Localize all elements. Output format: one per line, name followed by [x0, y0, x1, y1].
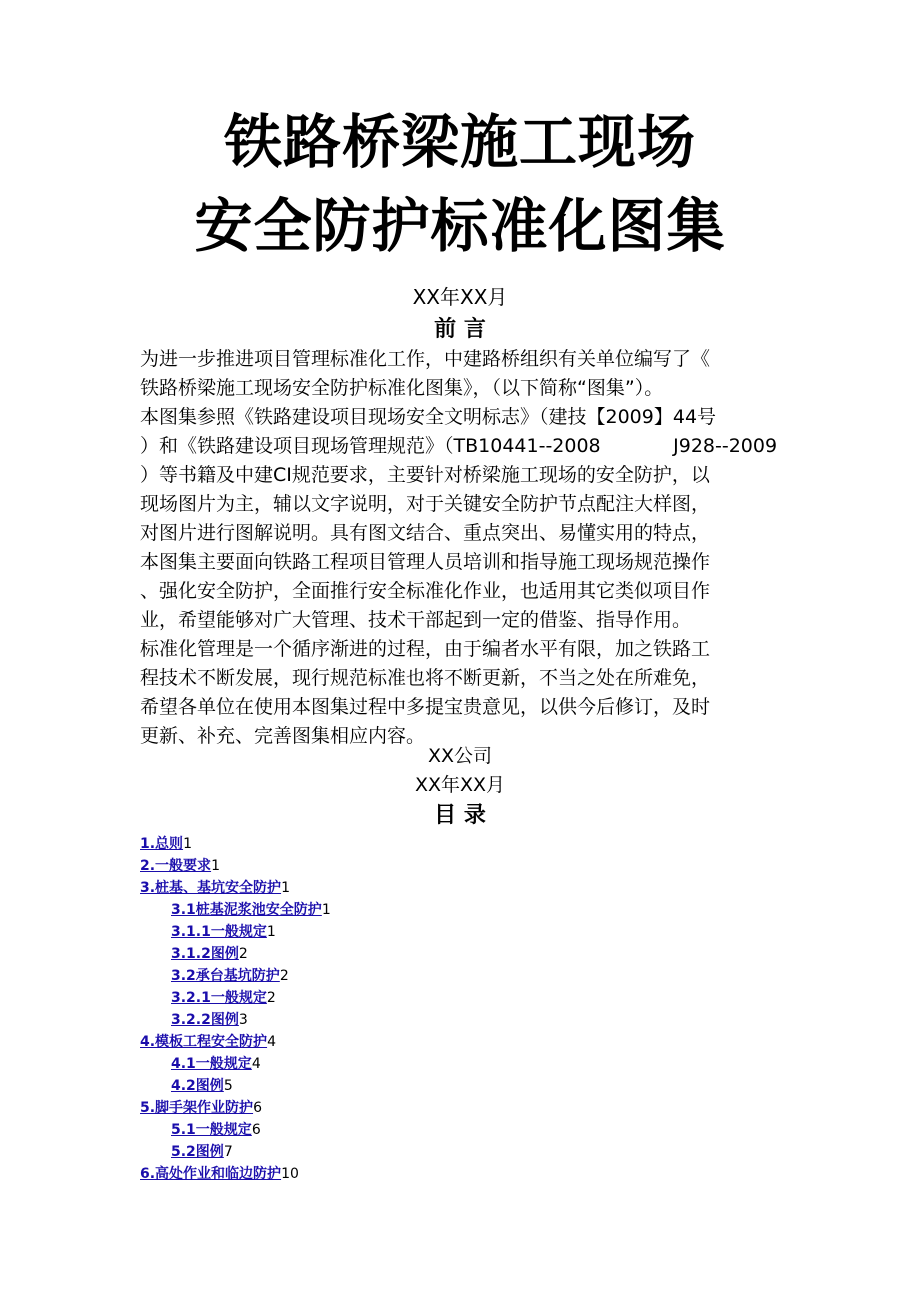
toc-page-number: 5 [223, 1078, 233, 1094]
toc-link[interactable]: 3.2.1一般规定 [171, 990, 267, 1006]
toc-page-number: 6 [253, 1100, 262, 1116]
toc-page-number: 4 [267, 1034, 276, 1050]
toc-page-number: 6 [251, 1122, 261, 1138]
toc-item-4-2 [140, 1075, 780, 1097]
toc-item-6 [140, 1163, 780, 1185]
preface-line: ）等书籍及中建CI规范要求，主要针对桥梁施工现场的安全防护，以 [140, 464, 710, 486]
toc-link[interactable]: 5.1一般规定 [171, 1122, 252, 1138]
title-date: XX年XX月 [412, 285, 508, 309]
toc-item-5 [140, 1097, 780, 1119]
preface-line: 对图片进行图解说明。具有图文结合、重点突出、易懂实用的特点， [140, 522, 711, 544]
toc-link[interactable]: 4.2图例 [171, 1078, 224, 1094]
toc-link[interactable]: 3.桩基、基坑安全防护 [140, 880, 282, 896]
preface-line: 为进一步推进项目管理标准化工作，中建路桥组织有关单位编写了《 [140, 348, 711, 370]
toc-page-number: 4 [251, 1056, 261, 1072]
preface-line: 业，希望能够对广大管理、技术干部起到一定的借鉴、指导作用。 [140, 609, 692, 631]
preface-line: ）和《铁路建设项目现场管理规范》（TB10441--2008 J928--2009 [140, 435, 778, 457]
preface-line: 、强化安全防护，全面推行安全标准化作业，也适用其它类似项目作 [140, 580, 711, 602]
toc-item-2 [140, 855, 780, 877]
toc-item-3-2-1 [140, 987, 780, 1009]
toc-link[interactable]: 3.1.1一般规定 [171, 924, 267, 940]
title-line-1: 铁路桥梁施工现场 [223, 108, 696, 176]
preface-line: 本图集参照《铁路建设项目现场安全文明标志》（建技【2009】44号 [140, 406, 717, 428]
toc-page-number: 1 [281, 880, 290, 896]
toc-page-number: 2 [266, 990, 276, 1006]
toc-page-number: 7 [223, 1144, 233, 1160]
preface-line: 铁路桥梁施工现场安全防护标准化图集》，（以下简称“图集”）。 [140, 377, 664, 399]
preface-line: 程技术不断发展，现行规范标准也将不断更新，不当之处在所难免， [140, 667, 711, 689]
signature-company: XX公司 [427, 745, 493, 767]
toc-item-4 [140, 1031, 780, 1053]
toc-item-3 [140, 877, 780, 899]
toc-link[interactable]: 3.1.2图例 [171, 946, 239, 962]
preface-line: 本图集主要面向铁路工程项目管理人员培训和指导施工现场规范操作 [140, 551, 711, 573]
preface-line: 希望各单位在使用本图集过程中多提宝贵意见，以供今后修订，及时 [140, 696, 711, 718]
signature-date: XX年XX月 [414, 774, 506, 796]
toc-link[interactable]: 3.2承台基坑防护 [171, 968, 280, 984]
document-title [0, 100, 920, 268]
table-of-contents [140, 833, 780, 1185]
toc-item-5-2 [140, 1141, 780, 1163]
toc-page-number: 1 [321, 902, 331, 918]
toc-link[interactable]: 5.2图例 [171, 1144, 224, 1160]
toc-item-3-1 [140, 899, 780, 921]
toc-link[interactable]: 3.1桩基泥浆池安全防护 [171, 902, 322, 918]
toc-item-4-1 [140, 1053, 780, 1075]
toc-page-number: 1 [211, 858, 220, 874]
toc-page-number: 1 [183, 836, 192, 852]
toc-item-3-1-1 [140, 921, 780, 943]
title-line-2: 安全防护标准化图集 [194, 192, 726, 260]
toc-link[interactable]: 4.模板工程安全防护 [140, 1034, 268, 1050]
toc-item-3-2 [140, 965, 780, 987]
toc-page-number: 10 [281, 1166, 299, 1182]
toc-page-number: 3 [238, 1012, 248, 1028]
toc-item-5-1 [140, 1119, 780, 1141]
preface-line: 标准化管理是一个循序渐进的过程，由于编者水平有限，加之铁路工 [140, 638, 711, 660]
toc-page-number: 2 [238, 946, 248, 962]
toc-link[interactable]: 2.一般要求 [140, 858, 212, 874]
toc-link[interactable]: 5.脚手架作业防护 [140, 1100, 254, 1116]
toc-item-3-1-2 [140, 943, 780, 965]
toc-heading: 目 录 [434, 803, 486, 828]
toc-link[interactable]: 3.2.2图例 [171, 1012, 239, 1028]
toc-link[interactable]: 1.总则 [140, 836, 184, 852]
toc-link[interactable]: 4.1一般规定 [171, 1056, 252, 1072]
preface-heading: 前 言 [434, 317, 486, 342]
toc-page-number: 1 [266, 924, 276, 940]
preface-line: 现场图片为主，辅以文字说明，对于关键安全防护节点配注大样图， [140, 493, 711, 515]
toc-link[interactable]: 6.高处作业和临边防护 [140, 1166, 282, 1182]
toc-item-3-2-2 [140, 1009, 780, 1031]
preface-body [140, 345, 780, 751]
preface-line: 更新、补充、完善图集相应内容。 [140, 725, 426, 747]
toc-page-number: 2 [279, 968, 289, 984]
toc-item-1 [140, 833, 780, 855]
